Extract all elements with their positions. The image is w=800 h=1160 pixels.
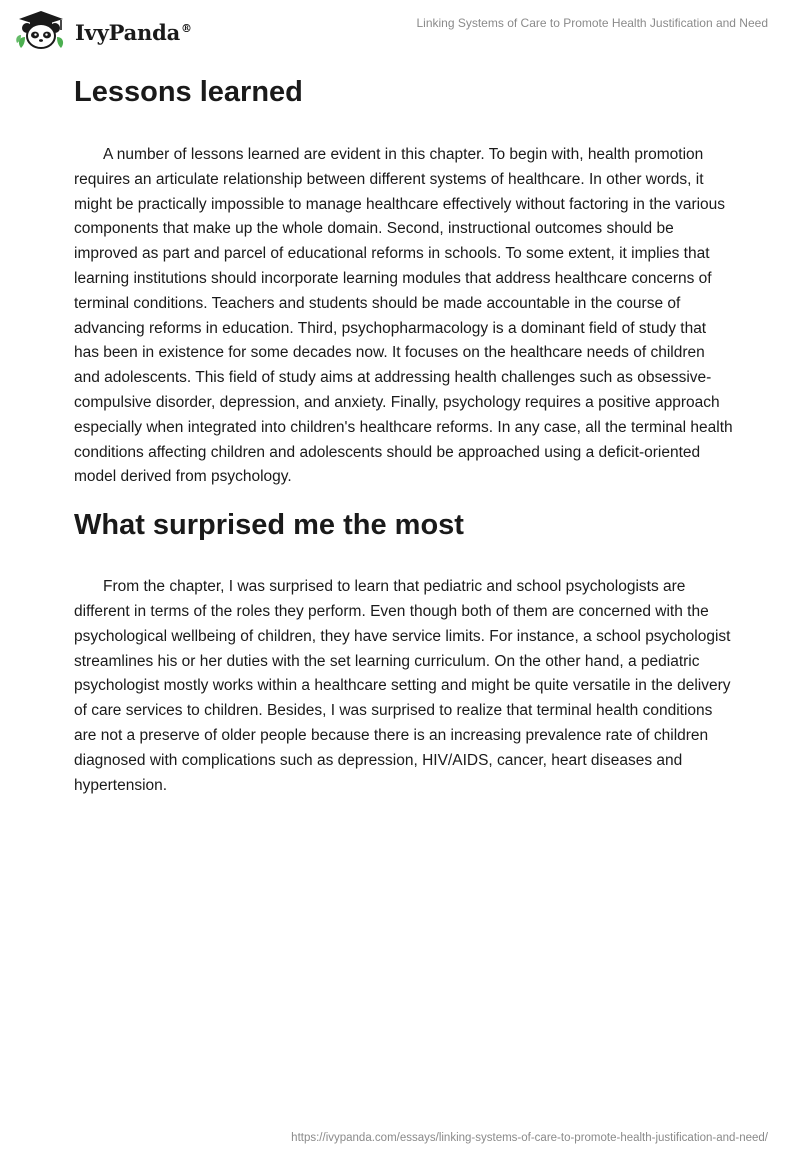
essay-content (74, 70, 734, 798)
document-title: Linking Systems of Care to Promote Health Justification and Need (416, 16, 768, 30)
panda-mascot-icon (15, 10, 67, 50)
source-url-link[interactable]: https://ivypanda.com/essays/linking-systems-of-care-to-promote-health-justification-and-need/ (291, 1132, 768, 1144)
page-header (0, 0, 800, 60)
section-heading-lessons-learned: Lessons learned (74, 76, 303, 108)
logo-text: IvyPanda® (75, 19, 192, 45)
section-paragraph-lessons-learned: A number of lessons learned are evident in this chapter. To begin with, health promotion requires an articulate relationship between different systems of healthcare. In other words, it might be practically impossible to manage healthcare effectively without factoring in the various components that make up the whole domain. Second, instructional outcomes should be improved as part and parcel of educational reforms in schools. To some extent, it implies that learning institutions should incorporate learning modules that address healthcare concerns of terminal conditions. Teachers and students should be made accountable in the course of advancing reforms in education. Third, psychopharmacology is a dominant field of study that has been in existence for some decades now. It focuses on the healthcare needs of children and adolescents. This field of study aims at addressing health challenges such as obsessive-compulsive disorder, depression, and anxiety. Finally, psychology requires a positive approach especially when integrated into children's healthcare reforms. In any case, all the terminal health conditions affecting children and adolescents should be approached using a deficit-oriented model derived from psychology. (74, 146, 733, 486)
section-paragraph-surprised: From the chapter, I was surprised to learn that pediatric and school psychologists are different in terms of the roles they perform. Even though both of them are concerned with the psychological wellbeing of children, they have service limits. For instance, a school psychologist streamlines his or her duties with the set learning curriculum. On the other hand, a pediatric psychologist mostly works within a healthcare setting and might be quite versatile in the delivery of care services to children. Besides, I was surprised to realize that terminal health conditions are not a preserve of older people because there is an increasing prevalence rate of children diagnosed with complications such as depression, HIV/AIDS, cancer, heart diseases and hypertension. (74, 578, 731, 794)
section-heading-surprised: What surprised me the most (74, 509, 464, 542)
ivypanda-logo[interactable] (15, 10, 192, 50)
registered-mark: ® (181, 21, 192, 35)
